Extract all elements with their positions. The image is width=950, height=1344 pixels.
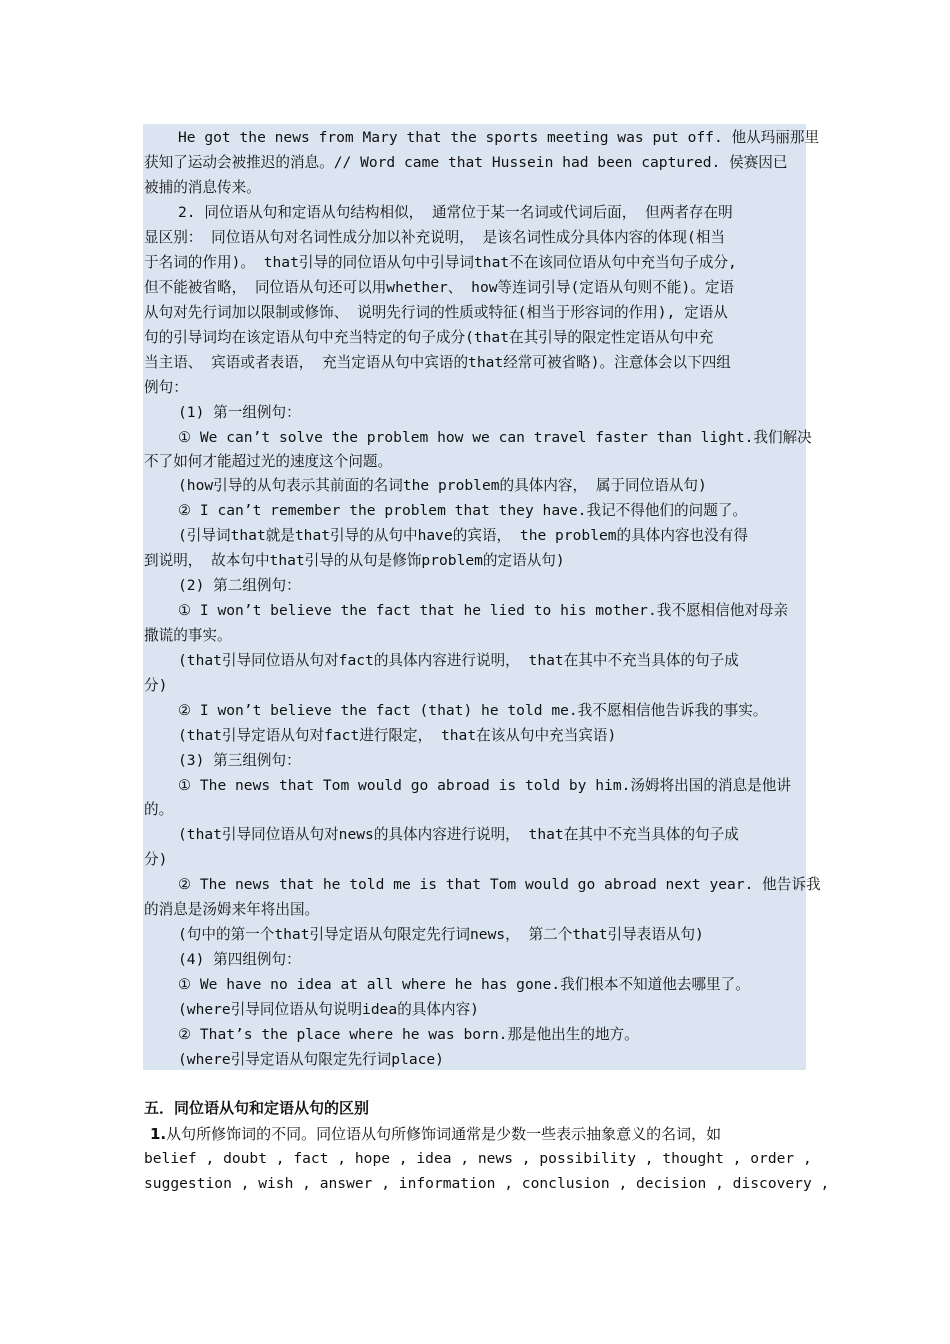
notes-line: 但不能被省略， 同位语从句还可以用whether、 how等连词引导(定语从句则不能)。定语 (144, 279, 735, 296)
notes-line: 分) (144, 677, 168, 694)
notes-line: ② I can’t remember the problem that they have.我记不得他们的问题了。 (178, 502, 747, 519)
notes-line: (that引导同位语从句对fact的具体内容进行说明， that在其中不充当具体的句子成 (178, 652, 739, 669)
notes-line: (where引导同位语从句说明idea的具体内容) (178, 1001, 479, 1018)
notes-line: (3) 第三组例句： (178, 752, 301, 769)
notes-line: (how引导的从句表示其前面的名词the problem的具体内容， 属于同位语从句) (178, 477, 707, 494)
notes-line: ② I won’t believe the fact (that) he told me.我不愿相信他告诉我的事实。 (178, 702, 768, 719)
noun-list-line-2: suggestion , wish , answer , information , conclusion , decision , discovery , (144, 1175, 830, 1192)
notes-line: (that引导同位语从句对news的具体内容进行说明， that在其中不充当具体的句子成 (178, 826, 739, 843)
notes-line: (where引导定语从句限定先行词place) (178, 1051, 444, 1068)
notes-line: 当主语、 宾语或者表语， 充当定语从句中宾语的that经常可被省略)。注意体会以下四组 (144, 354, 731, 371)
notes-line: 分) (144, 851, 168, 868)
notes-line: 撒谎的事实。 (144, 627, 232, 644)
notes-line: 到说明， 故本句中that引导的从句是修饰problem的定语从句) (144, 552, 565, 569)
notes-line: (句中的第一个that引导定语从句限定先行词news， 第二个that引导表语从句) (178, 926, 704, 943)
point1-number: 1. (150, 1125, 167, 1143)
notes-line: (1) 第一组例句： (178, 404, 301, 421)
notes-line: (2) 第二组例句： (178, 577, 301, 594)
notes-line: 获知了运动会被推迟的消息。// Word came that Hussein had been captured. 侯赛因已 (144, 154, 788, 171)
notes-line: (that引导定语从句对fact进行限定， that在该从句中充当宾语) (178, 727, 617, 744)
point1-line (150, 1124, 721, 1144)
notes-line: ① We can’t solve the problem how we can travel faster than light.我们解决 (178, 429, 812, 446)
notes-line: ② The news that he told me is that Tom would go abroad next year. 他告诉我 (178, 876, 821, 893)
notes-line: 被捕的消息传来。 (144, 179, 261, 196)
point1-text: 从句所修饰词的不同。同位语从句所修饰词通常是少数一些表示抽象意义的名词，如 (166, 1125, 722, 1143)
notes-line: 的。 (144, 801, 174, 818)
notes-line: 从句对先行词加以限制或修饰、 说明先行词的性质或特征(相当于形容词的作用), 定语从 (144, 304, 728, 321)
notes-line: (引导词that就是that引导的从句中have的宾语， the problem的具体内容也没有得 (178, 527, 748, 544)
notes-line: 2. 同位语从句和定语从句结构相似， 通常位于某一名词或代词后面， 但两者存在明 (178, 204, 733, 221)
notes-line: 句的引导词均在该定语从句中充当特定的句子成分(that在其引导的限定性定语从句中充 (144, 329, 714, 346)
notes-line: 于名词的作用)。 that引导的同位语从句中引导词that不在该同位语从句中充当句子成分, (144, 254, 737, 271)
notes-line: He got the news from Mary that the sports meeting was put off. 他从玛丽那里 (178, 129, 820, 146)
notes-line: 例句： (144, 379, 188, 396)
notes-line: 的消息是汤姆来年将出国。 (144, 901, 320, 918)
notes-line: 不了如何才能超过光的速度这个问题。 (144, 453, 393, 470)
notes-line: ① We have no idea at all where he has gone.我们根本不知道他去哪里了。 (178, 976, 750, 993)
notes-line: ② That’s the place where he was born.那是他出生的地方。 (178, 1026, 639, 1043)
notes-line: (4) 第四组例句： (178, 951, 301, 968)
notes-line: ① I won’t believe the fact that he lied to his mother.我不愿相信他对母亲 (178, 602, 789, 619)
noun-list-line-1: belief , doubt , fact , hope , idea , news , possibility , thought , order , (144, 1150, 812, 1167)
notes-line: ① The news that Tom would go abroad is told by him.汤姆将出国的消息是他讲 (178, 777, 791, 794)
notes-line: 显区别： 同位语从句对名词性成分加以补充说明， 是该名词性成分具体内容的体现(相当 (144, 229, 725, 246)
section-heading: 五．同位语从句和定语从句的区别 (144, 1099, 370, 1117)
